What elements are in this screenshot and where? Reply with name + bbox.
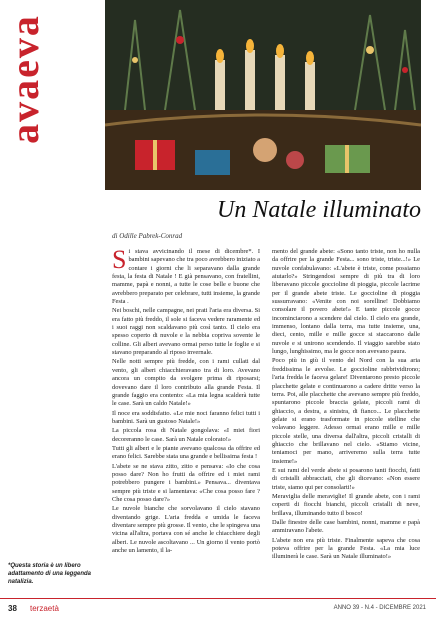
footer-divider [0,598,436,599]
article-column-2 [272,248,420,583]
paragraph: Poco più in giù il vento del Nord con la sua aria freddissima le avvolse. Le goccioline rabbrividirono; l'aria fredda le faceva gelare! Diventarono presto piccole placchette gelate e continuarono a cadere dritte verso la terra. Poi, alle placchette che avevano sempre più freddo, spuntarono piccole braccia gelate, piccoli rami di ghiaccio, a destra, a sinistra, di fianco... Le placchette gelate si erano trasformate in piccole stelline che volavano leggere. Adesso ormai erano mille e mille piccole stelle, una diversa dall'altra, piccoli cristalli di ghiaccio che brillavano nel cielo. «Stiamo vicine, teniamoci per mano, arriveremo sulla terra tutte insieme!» [272,357,420,465]
magazine-name: terzaetà [30,604,59,613]
paragraph: La piccola rosa di Natale gongolava: «I miei fiori decoreranno le case. Sarà un Natale colorato!» [112,427,260,443]
paragraph: E sui rami del verde abete si posarono tanti fiocchi, fatti di cristalli abbracciati, che gli dicevano: «Non essere triste, siamo qui per consolarti!» [272,466,420,491]
drop-cap: S [112,248,127,274]
illustration [105,0,421,190]
paragraph: Dalle finestre delle case bambini, nonni, mamme e papà ammiravano l'abete. [272,519,420,535]
section-title: avaeva [2,14,47,144]
paragraph: Le nuvole bianche che sorvolavano il cielo stavano diventando grige. L'aria fredda e umida le faceva diventare sempre più grosse. Il vento, che le spingeva una vicina all'altra, portava con sé anche le chiacchiere degli alberi. Le nuvole ascoltavano ... Un giorno il vento portò anche un lamento, il la- [112,505,260,555]
article-column-1 [112,248,260,583]
article-author: di Odille Pabrek-Conrad [112,232,183,240]
paragraph: mento del grande abete: «Sono tanto triste, non ho nulla da offrire per la grande Festa... sono triste, triste...!» Le nuvole confabulavano: «L'abete è triste, come possiamo aiutarlo?» Stringendosi sempre di più tra di loro liberavano piccole goccioline di pioggia, piccole lacrime per il grande abete triste. Le goccioline di pioggia sussurravano: «Venite con noi sorelline! Dobbiamo consolare il povero abete!» E tante piccole gocce incominciarono a scendere dal cielo. Il cielo era grande, immenso, lontano dalla terra, ma tutte insieme, una, dieci, cento, mille e mille gocce si staccarono dalle nuvole e si unirono scendendo. Il viaggio sarebbe stato lungo, lunghissimo, ma le gocce non avevano paura. [272,248,420,356]
paragraph: Nelle notti sempre più fredde, con i rami cullati dal vento, gli alberi chiacchieravano tra di loro. Avevano ancora un compito da svolgere prima di riposarsi; dovevano dare il loro contributo alla grande Festa. Il grande faggio era contento: «La mia legna scalderà tutte le case. Sarà un caldo Natale!» [112,358,260,408]
issue-info: ANNO 39 - N.4 - DICEMBRE 2021 [333,605,426,611]
paragraph: Il noce era soddisfatto. «Le mie noci faranno felici tutti i bambini. Sarà un gustoso Natale!» [112,409,260,425]
paragraph: Meraviglia delle meraviglie! Il grande abete, con i rami coperti di fiocchi bianchi, piccoli cristalli di neve, brillava, illuminando tutto il bosco! [272,492,420,517]
christmas-scene-image [105,0,421,190]
paragraph: L'abete se ne stava zitto, zitto e pensava: «Io che cosa posso dare? Non ho frutti da offrire ed i miei rami potrebbero pungere i bambini.» Pensava... diventava sempre più triste e si lamentava: «Che cosa posso fare ? Che cosa posso dare?» [112,462,260,503]
footnote: *Questa storia è un libero adattamento di una leggenda natalizia. [8,563,92,585]
page-number: 38 [8,604,17,613]
paragraph: Tutti gli alberi e le piante avevano qualcosa da offrire ed erano felici. Sarebbe stata una grande e bellissima festa ! [112,444,260,461]
paragraph: L'abete non era più triste. Finalmente sapeva che cosa poteva offrire per la grande Festa. «La mia luce illuminerà le case. Sarà un Natale illuminato!» [272,536,420,561]
article-title: Un Natale illuminato [217,197,421,223]
paragraph: Nei boschi, nelle campagne, nei prati l'aria era diversa. Si era fatto più freddo, il sole si faceva vedere raramente ed i suoi raggi non scaldavano più così tanto. Il cielo era spesso coperto di nuvole e la nebbia copriva sovente le colline. Gli alberi avevano ormai perso tutte le foglie e si stavano preparando al riposo invernale. [112,307,260,357]
paragraph: Si stava avvicinando il mese di dicembre*. I bambini sapevano che tra poco avrebbero iniziato a contare i giorni che li separavano dalla grande festa, la festa di Natale ! E già pensavano, con fratellini, mamme, papà e nonni, a tutte le cose belle e buone che avrebbero preparato per celebrare, tutti insieme, la grande Festa . [112,248,260,306]
